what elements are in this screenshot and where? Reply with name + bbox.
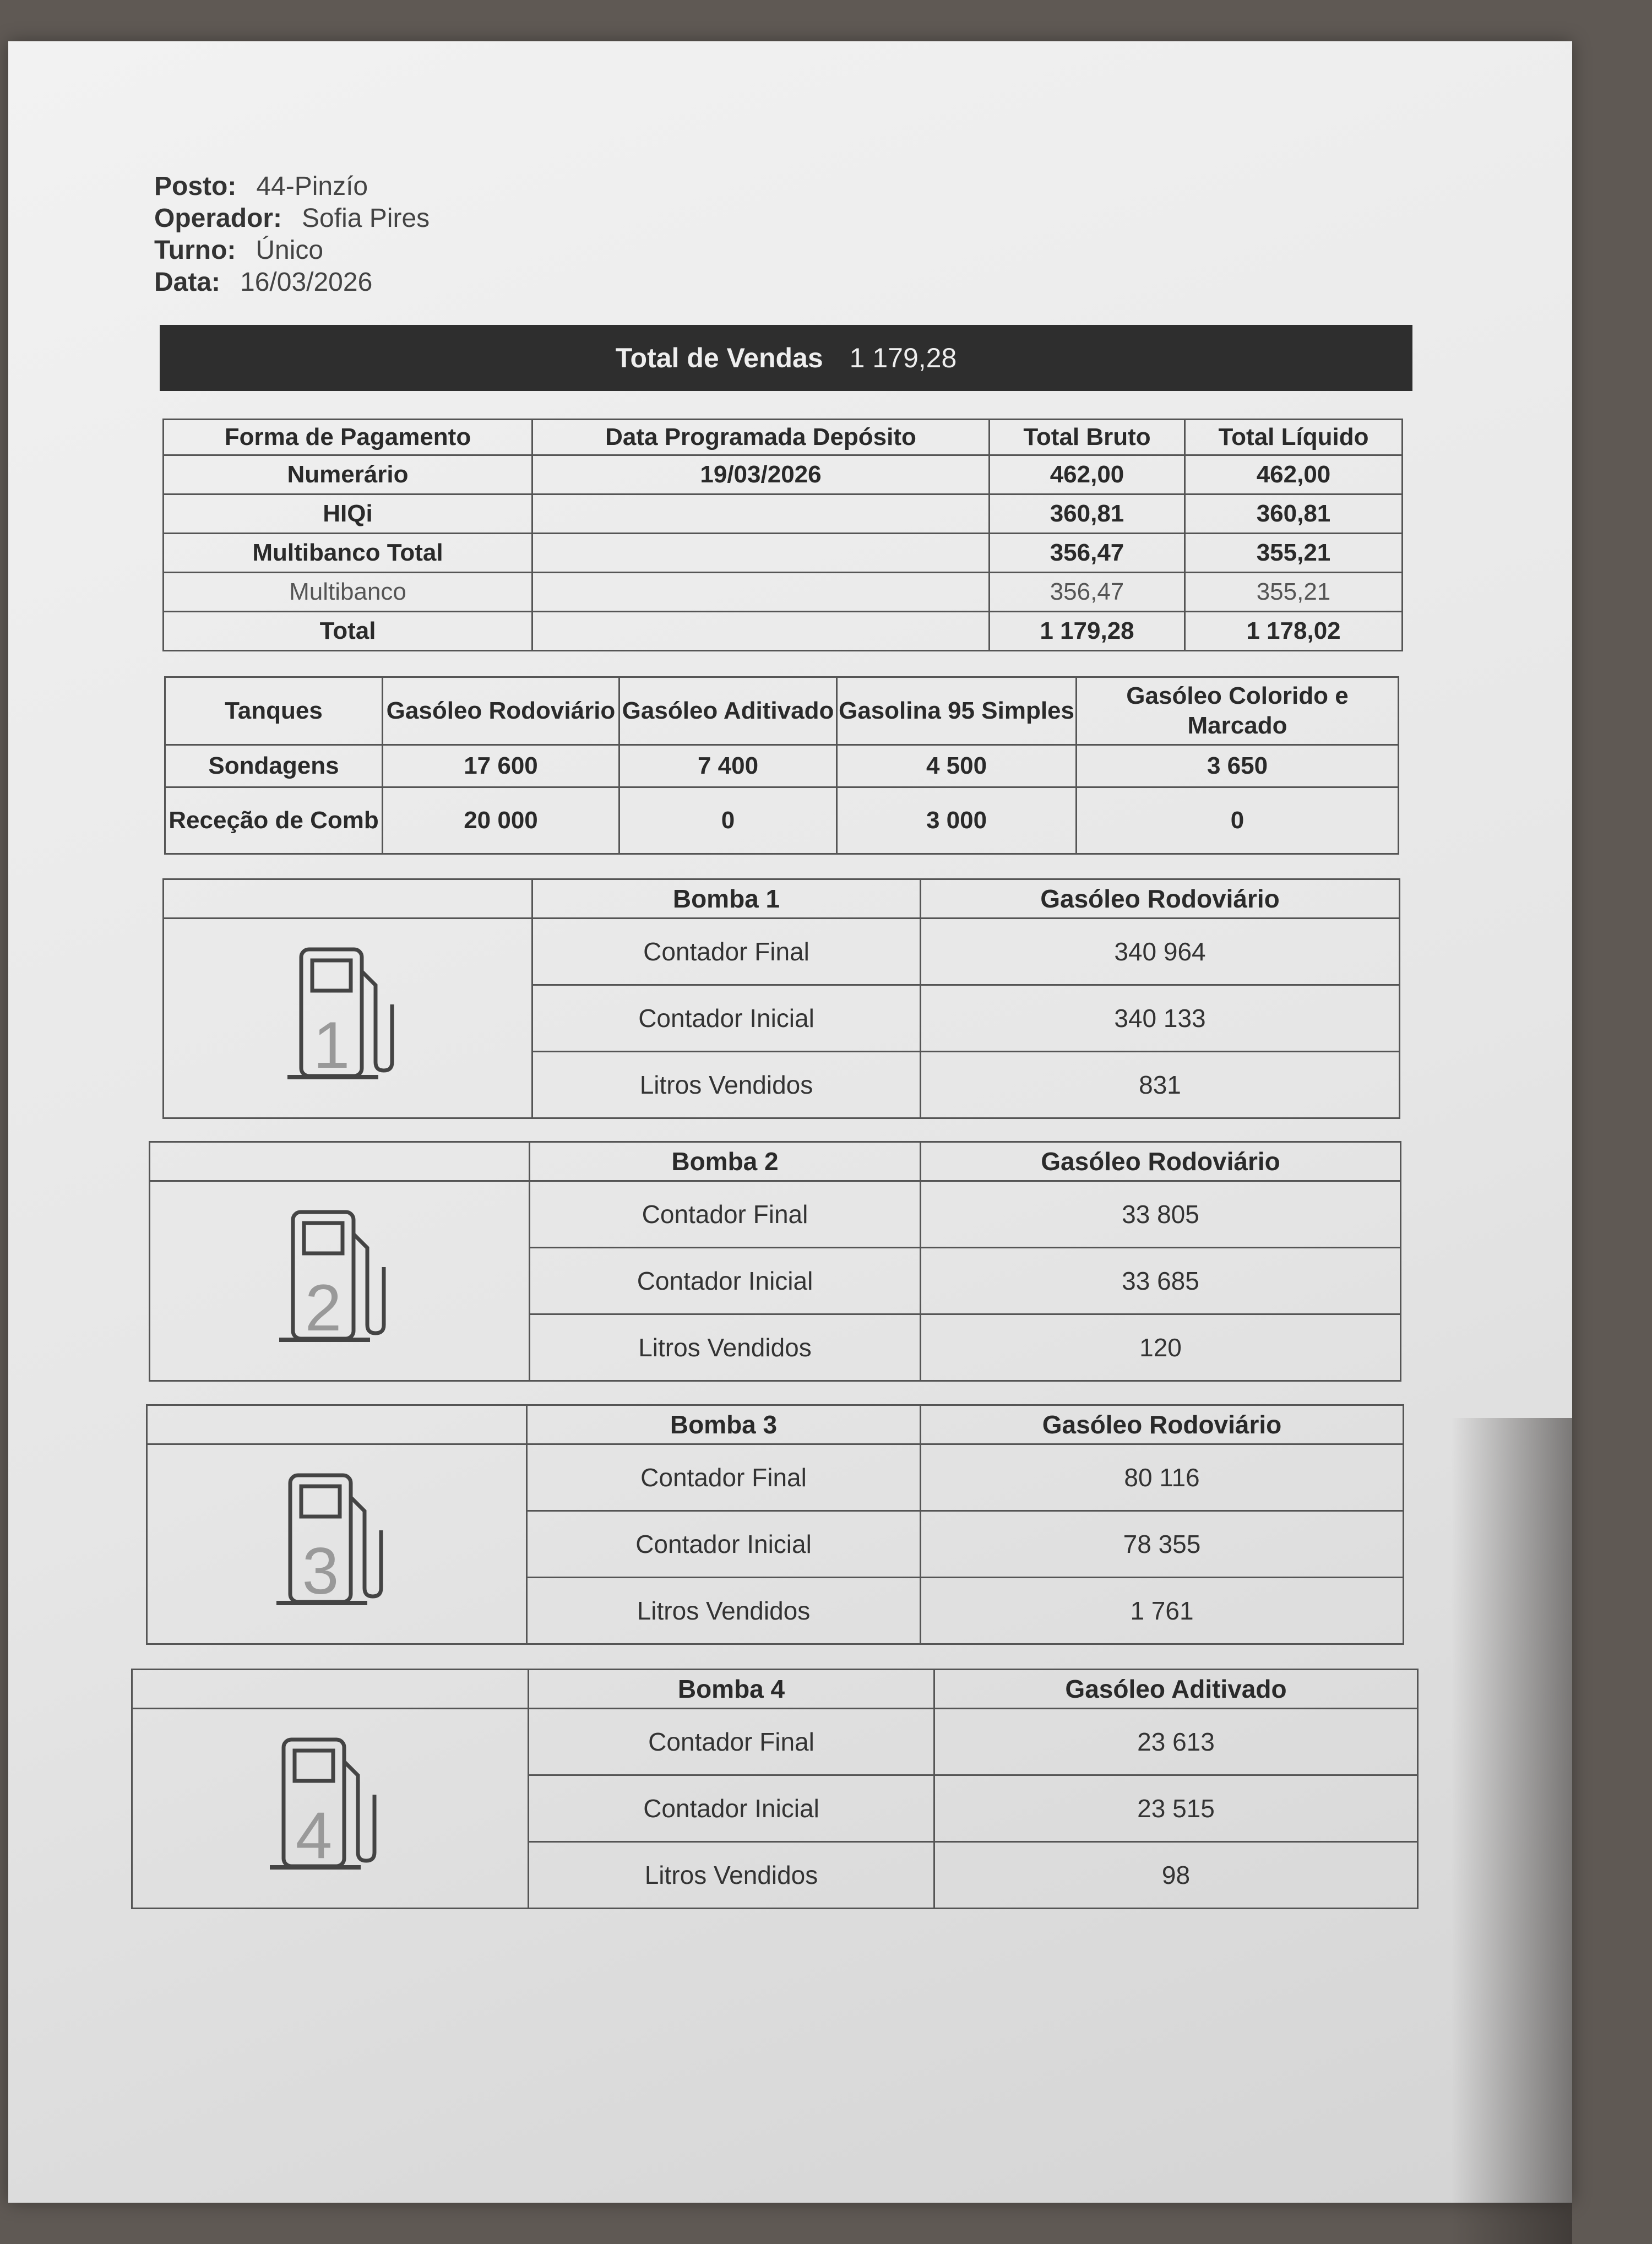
table-cell: Contador Inicial <box>530 1248 921 1314</box>
pump-number: 2 <box>305 1270 341 1345</box>
pump-number: 4 <box>295 1798 332 1872</box>
data-label: Data: <box>154 268 221 297</box>
table-cell: 831 <box>921 1052 1400 1118</box>
table-cell: 355,21 <box>1185 534 1403 573</box>
pump-header-blank <box>164 879 532 919</box>
table-cell: 23 515 <box>934 1775 1418 1842</box>
tanks-header: Tanques <box>165 677 383 745</box>
table-row <box>164 612 1403 651</box>
posto-label: Posto: <box>154 172 237 201</box>
table-row <box>164 534 1403 573</box>
table-cell: Receção de Comb <box>165 787 383 854</box>
pump-table <box>131 1669 1419 1909</box>
table-cell: 462,00 <box>1185 455 1403 495</box>
tanks-header: Gasolina 95 Simples <box>837 677 1077 745</box>
data-value: 16/03/2026 <box>240 268 373 297</box>
table-cell: Contador Inicial <box>527 1511 921 1578</box>
table-row <box>147 1444 1404 1511</box>
pump-name: Bomba 3 <box>527 1405 921 1444</box>
pump-number: 1 <box>313 1008 350 1082</box>
payments-header: Data Programada Depósito <box>532 420 990 455</box>
pump-table <box>146 1404 1404 1645</box>
tanks-header: Gasóleo Aditivado <box>620 677 837 745</box>
table-cell: 98 <box>934 1842 1418 1909</box>
pump-fuel: Gasóleo Rodoviário <box>921 1405 1404 1444</box>
table-cell: 340 133 <box>921 985 1400 1052</box>
table-cell: 78 355 <box>921 1511 1404 1578</box>
table-cell: 23 613 <box>934 1709 1418 1775</box>
table-cell: Contador Inicial <box>532 985 921 1052</box>
pump-name: Bomba 1 <box>532 879 921 919</box>
tanks-header: Gasóleo Colorido e Marcado <box>1077 677 1399 745</box>
table-cell: 1 178,02 <box>1185 612 1403 651</box>
table-cell: Multibanco Total <box>164 534 532 573</box>
table-cell: 340 964 <box>921 919 1400 985</box>
fuel-pump-icon <box>285 938 411 1093</box>
table-cell: HIQi <box>164 495 532 534</box>
table-cell: Litros Vendidos <box>529 1842 934 1909</box>
table-row <box>132 1709 1418 1775</box>
pump-header-blank <box>147 1405 527 1444</box>
payments-header-row <box>164 420 1403 455</box>
table-cell: Contador Final <box>532 919 921 985</box>
pump-header-blank <box>132 1670 529 1709</box>
table-cell: 120 <box>921 1314 1401 1381</box>
pump-name: Bomba 4 <box>529 1670 934 1709</box>
table-cell: 356,47 <box>990 573 1185 612</box>
table-cell: 20 000 <box>383 787 620 854</box>
table-cell: Multibanco <box>164 573 532 612</box>
pump-fuel: Gasóleo Rodoviário <box>921 1142 1401 1181</box>
table-cell: 355,21 <box>1185 573 1403 612</box>
table-cell: 356,47 <box>990 534 1185 573</box>
fuel-pump-icon <box>274 1464 400 1618</box>
table-cell: 1 761 <box>921 1578 1404 1644</box>
table-cell: Litros Vendidos <box>527 1578 921 1644</box>
payments-table <box>162 419 1403 651</box>
table-cell: 1 179,28 <box>990 612 1185 651</box>
pump-table <box>162 878 1400 1119</box>
turno-row <box>154 235 430 267</box>
total-vendas-value: 1 179,28 <box>849 343 957 373</box>
pump-header-row <box>132 1670 1418 1709</box>
tanks-table <box>164 676 1399 855</box>
table-cell: 33 805 <box>921 1181 1401 1248</box>
table-cell: Numerário <box>164 455 532 495</box>
table-cell: Litros Vendidos <box>530 1314 921 1381</box>
table-row <box>164 919 1400 985</box>
table-row <box>150 1181 1401 1248</box>
fuel-pump-icon <box>276 1201 403 1355</box>
payments-header: Total Bruto <box>990 420 1185 455</box>
payments-header: Forma de Pagamento <box>164 420 532 455</box>
table-cell: 3 000 <box>837 787 1077 854</box>
table-cell: 80 116 <box>921 1444 1404 1511</box>
pump-table <box>149 1141 1401 1382</box>
total-vendas-banner <box>160 325 1412 391</box>
fuel-pump-icon-cell <box>164 919 532 1118</box>
table-row <box>164 573 1403 612</box>
table-row <box>165 787 1399 854</box>
operador-value: Sofia Pires <box>302 204 430 233</box>
table-cell: 360,81 <box>1185 495 1403 534</box>
table-cell: Contador Final <box>527 1444 921 1511</box>
pump-fuel: Gasóleo Rodoviário <box>921 879 1400 919</box>
fuel-pump-icon-cell <box>132 1709 529 1909</box>
table-cell: Contador Inicial <box>529 1775 934 1842</box>
tanks-header: Gasóleo Rodoviário <box>383 677 620 745</box>
table-row <box>164 495 1403 534</box>
table-cell: 0 <box>620 787 837 854</box>
total-vendas-label: Total de Vendas <box>615 343 823 373</box>
table-cell: Total <box>164 612 532 651</box>
table-cell: 4 500 <box>837 745 1077 787</box>
shadow-overlay <box>1451 1418 1572 2244</box>
table-cell <box>532 495 990 534</box>
operador-row <box>154 203 430 235</box>
table-cell: Litros Vendidos <box>532 1052 921 1118</box>
turno-value: Único <box>256 236 324 265</box>
table-cell: 17 600 <box>383 745 620 787</box>
table-cell: Sondagens <box>165 745 383 787</box>
table-cell: 462,00 <box>990 455 1185 495</box>
fuel-pump-icon-cell <box>150 1181 530 1381</box>
posto-row <box>154 171 430 203</box>
pump-name: Bomba 2 <box>530 1142 921 1181</box>
table-cell <box>532 573 990 612</box>
table-cell: Contador Final <box>529 1709 934 1775</box>
fuel-pump-icon-cell <box>147 1444 527 1644</box>
tanks-header-row <box>165 677 1399 745</box>
payments-header: Total Líquido <box>1185 420 1403 455</box>
table-cell: 19/03/2026 <box>532 455 990 495</box>
table-row <box>164 455 1403 495</box>
table-cell <box>532 612 990 651</box>
pump-number: 3 <box>302 1534 339 1608</box>
pump-header-row <box>150 1142 1401 1181</box>
table-cell <box>532 534 990 573</box>
turno-label: Turno: <box>154 236 236 265</box>
data-row <box>154 267 430 298</box>
table-cell: 33 685 <box>921 1248 1401 1314</box>
table-cell: 3 650 <box>1077 745 1399 787</box>
pump-header-blank <box>150 1142 530 1181</box>
table-cell: Contador Final <box>530 1181 921 1248</box>
pump-header-row <box>164 879 1400 919</box>
pump-fuel: Gasóleo Aditivado <box>934 1670 1418 1709</box>
table-row <box>165 745 1399 787</box>
fuel-pump-icon <box>267 1729 394 1883</box>
table-cell: 360,81 <box>990 495 1185 534</box>
pump-header-row <box>147 1405 1404 1444</box>
posto-value: 44-Pinzío <box>256 172 368 201</box>
table-cell: 7 400 <box>620 745 837 787</box>
operador-label: Operador: <box>154 204 282 233</box>
report-header <box>154 171 430 298</box>
table-cell: 0 <box>1077 787 1399 854</box>
